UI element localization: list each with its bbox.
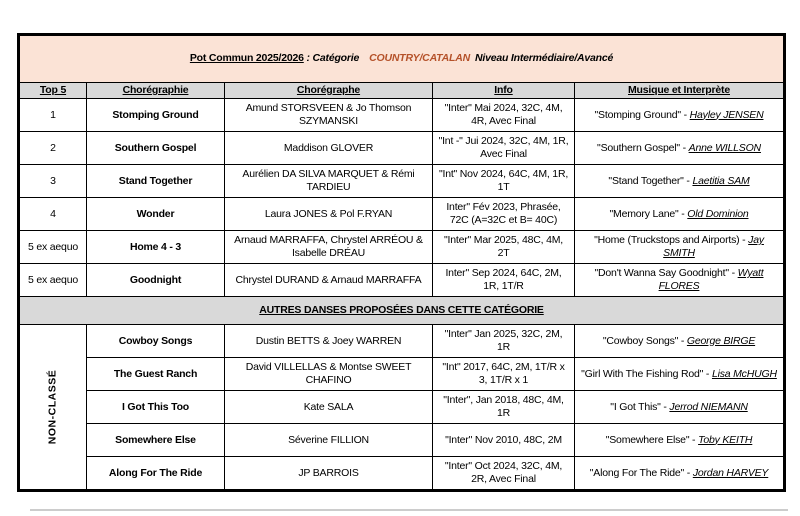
- info-cell: Inter" Sep 2024, 64C, 2M, 1R, 1T/R: [433, 264, 575, 297]
- dance-cell: Along For The Ride: [87, 457, 225, 491]
- choreographer-cell: Dustin BETTS & Joey WARREN: [225, 325, 433, 358]
- artist-name: Jay SMITH: [663, 234, 764, 260]
- choreographer-cell: JP BARROIS: [225, 457, 433, 491]
- rank-cell: 2: [19, 132, 87, 165]
- artist-name: Old Dominion: [687, 207, 749, 220]
- music-cell: [575, 424, 785, 457]
- table-row: [19, 391, 785, 424]
- song-title: "I Got This" -: [610, 400, 670, 413]
- rank-cell: 5 ex aequo: [19, 264, 87, 297]
- column-header-row: [19, 83, 785, 99]
- section-header-row: [19, 297, 785, 325]
- page-title: [19, 35, 785, 83]
- table-row: [19, 358, 785, 391]
- dance-cell: Southern Gospel: [87, 132, 225, 165]
- choreographer-cell: Séverine FILLION: [225, 424, 433, 457]
- music-cell: [575, 132, 785, 165]
- music-cell: [575, 99, 785, 132]
- dance-cell: The Guest Ranch: [87, 358, 225, 391]
- rank-cell: 4: [19, 198, 87, 231]
- table-row: [19, 424, 785, 457]
- title-main: Pot Commun 2025/2026: [189, 52, 304, 65]
- dance-cell: Stomping Ground: [87, 99, 225, 132]
- music-cell: [575, 165, 785, 198]
- choreographer-cell: Laura JONES & Pol F.RYAN: [225, 198, 433, 231]
- choreographer-cell: Chrystel DURAND & Arnaud MARRAFFA: [225, 264, 433, 297]
- song-title: "Somewhere Else" -: [605, 433, 699, 446]
- dance-cell: Home 4 - 3: [87, 231, 225, 264]
- artist-name: Jordan HARVEY: [692, 466, 769, 479]
- title-category: COUNTRY/CATALAN: [369, 52, 470, 65]
- choreographer-cell: Kate SALA: [225, 391, 433, 424]
- song-title: "Memory Lane" -: [609, 207, 688, 220]
- song-title: "Don't Wanna Say Goodnight" -: [594, 267, 738, 279]
- info-cell: "Int" Nov 2024, 64C, 4M, 1R, 1T: [433, 165, 575, 198]
- artist-name: Toby KEITH: [698, 433, 753, 446]
- table-row: [19, 132, 785, 165]
- rank-cell: 1: [19, 99, 87, 132]
- table-row: [19, 325, 785, 358]
- info-cell: "Int -" Jui 2024, 32C, 4M, 1R, Avec Final: [433, 132, 575, 165]
- dance-cell: Wonder: [87, 198, 225, 231]
- choreographer-cell: Aurélien DA SILVA MARQUET & Rémi TARDIEU: [225, 165, 433, 198]
- info-cell: "Inter" Mai 2024, 32C, 4M, 4R, Avec Final: [433, 99, 575, 132]
- music-cell: [575, 325, 785, 358]
- song-title: "Along For The Ride" -: [589, 466, 693, 479]
- non-classe-cell: [19, 325, 87, 491]
- song-title: "Southern Gospel" -: [597, 141, 689, 154]
- dance-ranking-table: [17, 33, 786, 492]
- table-row: [19, 165, 785, 198]
- table-row: [19, 264, 785, 297]
- column-header-choregraphie: Chorégraphie: [87, 83, 225, 99]
- song-title: "Girl With The Fishing Rod" -: [581, 367, 712, 380]
- music-cell: [575, 198, 785, 231]
- choreographer-cell: Maddison GLOVER: [225, 132, 433, 165]
- rank-cell: 3: [19, 165, 87, 198]
- table-row: [19, 457, 785, 491]
- artist-name: Wyatt FLORES: [658, 267, 764, 293]
- artist-name: Hayley JENSEN: [689, 108, 764, 121]
- music-cell: [575, 457, 785, 491]
- non-classe-label: NON-CLASSÉ: [46, 369, 59, 445]
- dance-cell: Stand Together: [87, 165, 225, 198]
- music-cell: [575, 391, 785, 424]
- dance-cell: Goodnight: [87, 264, 225, 297]
- column-header-choregraphe: Chorégraphe: [225, 83, 433, 99]
- info-cell: "Inter" Nov 2010, 48C, 2M: [433, 424, 575, 457]
- info-cell: Inter" Fév 2023, Phrasée, 72C (A=32C et B= 40C): [433, 198, 575, 231]
- info-cell: "Inter" Mar 2025, 48C, 4M, 2T: [433, 231, 575, 264]
- artist-name: Laetitia SAM: [692, 174, 750, 187]
- title-row: [19, 35, 785, 83]
- artist-name: Anne WILLSON: [688, 141, 761, 154]
- section-header: AUTRES DANSES PROPOSÉES DANS CETTE CATÉGORIE: [19, 297, 785, 325]
- info-cell: "Inter" Oct 2024, 32C, 4M, 2R, Avec Final: [433, 457, 575, 491]
- info-cell: "Inter", Jan 2018, 48C, 4M, 1R: [433, 391, 575, 424]
- table-row: [19, 231, 785, 264]
- artist-name: George BIRGE: [686, 334, 756, 347]
- choreographer-cell: David VILLELLAS & Montse SWEET CHAFINO: [225, 358, 433, 391]
- table-row: [19, 198, 785, 231]
- song-title: "Stomping Ground" -: [594, 108, 690, 121]
- dance-cell: Somewhere Else: [87, 424, 225, 457]
- dance-cell: I Got This Too: [87, 391, 225, 424]
- title-level: Niveau Intermédiaire/Avancé: [474, 52, 614, 65]
- artist-name: Jerrod NIEMANN: [669, 400, 748, 413]
- artist-name: Lisa McHUGH: [711, 367, 777, 380]
- table-row: [19, 99, 785, 132]
- column-header-top5: Top 5: [19, 83, 87, 99]
- choreographer-cell: Arnaud MARRAFFA, Chrystel ARRÉOU & Isabelle DRÉAU: [225, 231, 433, 264]
- choreographer-cell: Amund STORSVEEN & Jo Thomson SZYMANSKI: [225, 99, 433, 132]
- song-title: "Cowboy Songs" -: [602, 334, 687, 347]
- column-header-musique: Musique et Interprète: [575, 83, 785, 99]
- song-title: "Home (Truckstops and Airports) -: [594, 234, 749, 246]
- music-cell: [575, 358, 785, 391]
- title-label: : Catégorie: [303, 52, 360, 65]
- info-cell: "Int" 2017, 64C, 2M, 1T/R x 3, 1T/R x 1: [433, 358, 575, 391]
- dance-cell: Cowboy Songs: [87, 325, 225, 358]
- info-cell: "Inter" Jan 2025, 32C, 2M, 1R: [433, 325, 575, 358]
- music-cell: [575, 264, 785, 297]
- rank-cell: 5 ex aequo: [19, 231, 87, 264]
- music-cell: [575, 231, 785, 264]
- column-header-info: Info: [433, 83, 575, 99]
- next-page-edge-line: [30, 509, 788, 511]
- song-title: "Stand Together" -: [608, 174, 693, 187]
